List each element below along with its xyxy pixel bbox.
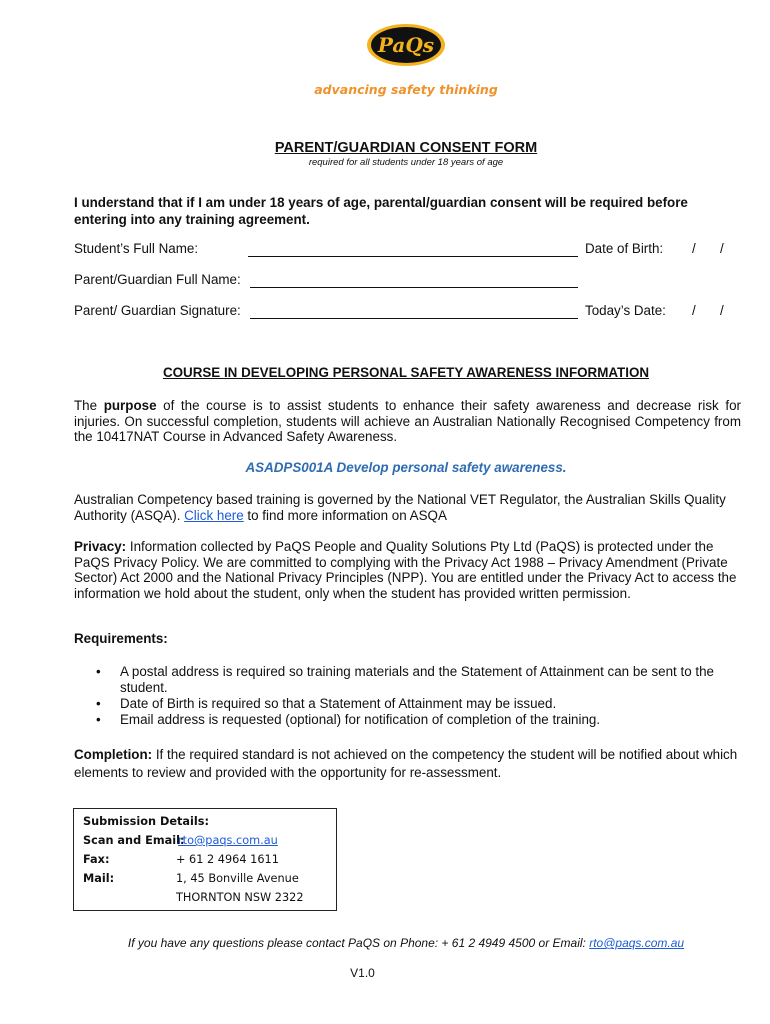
dob-field[interactable] <box>670 240 750 258</box>
submission-email-link[interactable]: rto@paqs.com.au <box>178 834 278 847</box>
student-name-field[interactable] <box>248 256 578 257</box>
privacy-paragraph: Privacy: Information collected by PaQS People and Quality Solutions Pty Ltd (PaQS) is protected under the PaQS Privacy Policy. We are committed to complying with the Privacy Act 1988 – Privacy Amendment (Private Sector) Act 2000 and the National Privacy Principles (NPP). You are entitled under the Privacy Act to access the information we hold about the student, only when the student has provided written permission. <box>74 539 737 601</box>
unit-of-competency: ASADPS001A Develop personal safety awareness. <box>245 460 567 475</box>
todays-date-field[interactable] <box>676 302 750 320</box>
fax-label: Fax: <box>83 853 110 866</box>
list-item: • Date of Birth is required so that a Statement of Attainment may be issued. <box>96 696 557 711</box>
form-subtitle: required for all students under 18 years of age <box>308 157 504 168</box>
parent-name-field[interactable] <box>250 287 578 288</box>
contact-footer: If you have any questions please contact PaQS on Phone: + 61 2 4949 4500 or Email: rto@paqs.com.au <box>127 936 685 950</box>
course-section-title: COURSE IN DEVELOPING PERSONAL SAFETY AWARENESS INFORMATION <box>162 365 650 380</box>
asqa-paragraph: Australian Competency based training is governed by the National VET Regulator, the Australian Skills Quality Authority (ASQA). Click here to find more information on ASQA <box>74 492 726 523</box>
fax-value: + 61 2 4964 1611 <box>176 853 279 866</box>
paqs-logo <box>365 22 447 68</box>
requirements-heading: Requirements: <box>74 631 168 646</box>
requirements-list <box>74 664 741 728</box>
asqa-link[interactable]: Click here <box>184 507 244 523</box>
mail-address-line1: 1, 45 Bonville Avenue <box>176 872 299 885</box>
tagline: advancing safety thinking <box>314 82 498 97</box>
signature-label: Parent/ Guardian Signature: <box>74 303 241 318</box>
dob-slash: / <box>720 241 724 256</box>
scan-email-label: Scan and Email: <box>83 834 185 847</box>
submission-details-box <box>73 808 337 911</box>
consent-statement: I understand that if I am under 18 years of age, parental/guardian consent will be required before entering into any training agreement. <box>74 195 688 227</box>
signature-field[interactable] <box>250 318 578 319</box>
list-item: • A postal address is required so training materials and the Statement of Attainment can be sent to the student. <box>96 664 714 695</box>
list-item: • Email address is requested (optional) for notification of completion of the training. <box>96 712 601 727</box>
form-title: PARENT/GUARDIAN CONSENT FORM <box>274 140 538 156</box>
student-name-label: Student’s Full Name: <box>74 241 199 256</box>
purpose-paragraph: The purpose of the course is to assist students to enhance their safety awareness and decrease risk for injuries. On successful completion, students will achieve an Australian Nationally Recognised Competency from the 10417NAT Course in Advanced Safety Awareness. <box>74 398 741 444</box>
svg-text:PaQs: PaQs <box>377 33 435 57</box>
version-label: V1.0 <box>350 966 375 980</box>
footer-email-link[interactable]: rto@paqs.com.au <box>589 936 685 950</box>
submission-heading: Submission Details: <box>83 815 210 828</box>
mail-address-line2: THORNTON NSW 2322 <box>176 891 304 904</box>
dob-label: Date of Birth: <box>585 241 664 256</box>
todays-date-slash: / <box>720 303 724 318</box>
todays-date-slash: / <box>692 303 696 318</box>
mail-label: Mail: <box>83 872 115 885</box>
todays-date-label: Today’s Date: <box>585 303 666 318</box>
parent-name-label: Parent/Guardian Full Name: <box>74 272 241 287</box>
dob-slash: / <box>692 241 696 256</box>
completion-paragraph: Completion: If the required standard is not achieved on the competency the student will be notified about which elements to review and provided with the opportunity for re-assessment. <box>74 747 738 780</box>
